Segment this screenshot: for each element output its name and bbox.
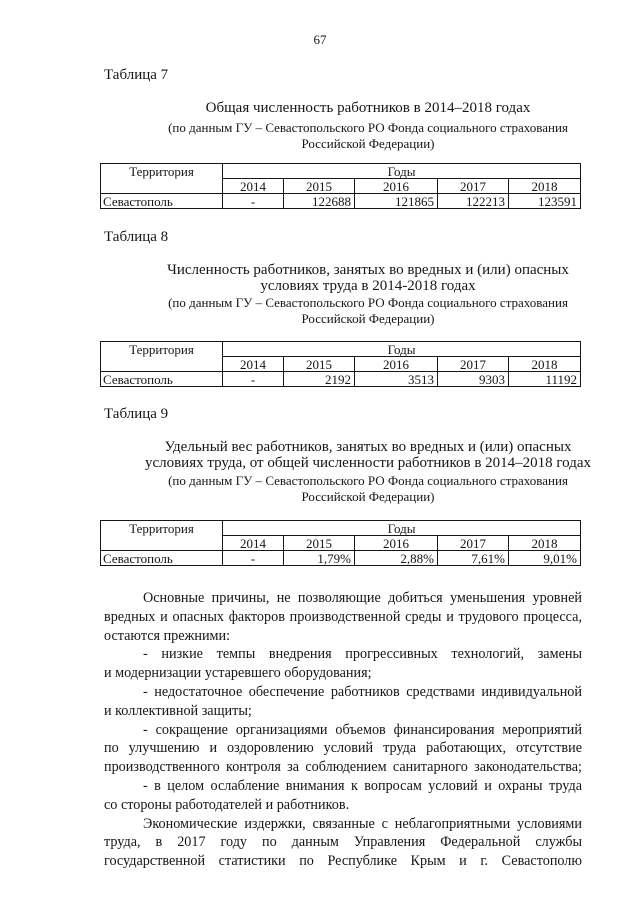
table-7 <box>100 163 581 209</box>
table-9-year-header: 2017 <box>438 536 509 551</box>
table-8-years-header: Годы <box>223 342 581 357</box>
table-9-year-header: 2016 <box>355 536 438 551</box>
table-8-title <box>118 262 618 294</box>
text-line: - сокращение организациями объемов финансирования мероприятий <box>143 721 582 738</box>
table-9-title-line: Удельный вес работников, занятых во вредных и (или) опасных <box>164 439 572 455</box>
table-8-source-line: Российской Федерации) <box>301 310 435 326</box>
table-9-year-header: 2015 <box>284 536 355 551</box>
paragraph <box>104 815 582 871</box>
table-9-year-header: 2014 <box>223 536 284 551</box>
table-7-title <box>118 100 618 116</box>
text-line: Экономические издержки, связанные с неблагоприятными условиями <box>143 815 582 832</box>
list-item <box>104 645 582 683</box>
table-9-source-line: (по данным ГУ – Севастопольского РО Фонда социального страхования <box>168 473 568 488</box>
table-8-value-cell: 9303 <box>438 372 509 387</box>
text-line: государственной статистики по Республике Крым и г. Севастополю <box>104 853 582 870</box>
table-8-year-header: 2018 <box>509 357 581 372</box>
table-8-territory-header: Территория <box>101 342 223 372</box>
table-9-header-row <box>101 521 581 536</box>
table-8-territory-cell: Севастополь <box>101 372 223 387</box>
table-9-title <box>118 439 618 471</box>
table-9-caption: Таблица 9 <box>104 406 169 422</box>
table-7-territory-header: Территория <box>101 164 223 194</box>
table-7-year-header: 2018 <box>509 179 581 194</box>
table-9-years-header: Годы <box>223 521 581 536</box>
table-8-value-cell: - <box>223 372 284 387</box>
text-line: со стороны работодателей и работников. <box>104 796 350 813</box>
table-9-territory-cell: Севастополь <box>101 551 223 566</box>
table-7-year-header: 2016 <box>355 179 438 194</box>
table-7-caption: Таблица 7 <box>104 67 169 83</box>
table-7-value-cell: 122213 <box>438 194 509 209</box>
text-line: Основные причины, не позволяющие добиться уменьшения уровней <box>143 590 582 606</box>
table-9-value-cell: 2,88% <box>355 551 438 566</box>
table-9-value-cell: 7,61% <box>438 551 509 566</box>
table-7-data-row <box>101 194 581 209</box>
table-9-data-row <box>101 551 581 566</box>
table-7-year-header: 2014 <box>223 179 284 194</box>
table-8-value-cell: 3513 <box>355 372 438 387</box>
table-8-title-line: Численность работников, занятых во вредных и (или) опасных <box>167 262 569 278</box>
page-number: 67 <box>313 32 327 47</box>
table-7-year-header: 2017 <box>438 179 509 194</box>
table-7-source <box>118 120 618 151</box>
table-8-title-line: условиях труда в 2014-2018 годах <box>260 278 476 294</box>
table-9-source-line: Российской Федерации) <box>301 488 435 504</box>
table-9-territory-header: Территория <box>101 521 223 551</box>
table-7-header-row <box>101 164 581 179</box>
list-item <box>104 683 582 721</box>
text-line: и модернизации устаревшего оборудования; <box>104 665 372 682</box>
table-9-source <box>118 473 618 504</box>
table-9-value-cell: 1,79% <box>284 551 355 566</box>
text-line: и коллективной защиты; <box>104 702 252 719</box>
table-8-value-cell: 2192 <box>284 372 355 387</box>
text-line: труда, в 2017 году по данным Управления Федеральной службы <box>104 834 582 851</box>
table-8 <box>100 341 581 387</box>
table-9-title-line: условиях труда, от общей численности работников в 2014–2018 годах <box>144 455 592 471</box>
table-8-year-header: 2014 <box>223 357 284 372</box>
table-9-value-cell: 9,01% <box>509 551 581 566</box>
table-7-value-cell: 123591 <box>509 194 581 209</box>
table-7-source-line: (по данным ГУ – Севастопольского РО Фонда социального страхования <box>168 120 568 135</box>
table-7-value-cell: 121865 <box>355 194 438 209</box>
list-item <box>104 721 582 777</box>
text-line: вредных и опасных факторов производственной среды и трудового процесса, <box>104 608 582 625</box>
table-7-source-line: Российской Федерации) <box>301 135 435 151</box>
table-8-data-row <box>101 372 581 387</box>
list-item <box>104 777 582 815</box>
table-8-year-header: 2015 <box>284 357 355 372</box>
body-text <box>104 589 582 871</box>
text-line: остаются прежними: <box>104 627 231 644</box>
text-line: по улучшению и оздоровлению условий труда работающих, отсутствие <box>104 740 582 757</box>
text-line: - низкие темпы внедрения прогрессивных технологий, замены <box>143 646 582 663</box>
table-9 <box>100 520 581 566</box>
table-8-header-row <box>101 342 581 357</box>
table-8-year-header: 2017 <box>438 357 509 372</box>
paragraph <box>104 589 582 645</box>
text-line: - недостаточное обеспечение работников средствами индивидуальной <box>143 683 582 700</box>
text-line: производственного контроля за соблюдением санитарного законодательства; <box>104 759 582 776</box>
table-8-year-header: 2016 <box>355 357 438 372</box>
table-8-caption: Таблица 8 <box>104 229 169 245</box>
table-7-territory-cell: Севастополь <box>101 194 223 209</box>
table-7-value-cell: 122688 <box>284 194 355 209</box>
table-7-year-header: 2015 <box>284 179 355 194</box>
table-9-value-cell: - <box>223 551 284 566</box>
table-8-value-cell: 11192 <box>509 372 581 387</box>
table-7-value-cell: - <box>223 194 284 209</box>
table-9-year-header: 2018 <box>509 536 581 551</box>
table-8-source <box>118 295 618 326</box>
table-8-source-line: (по данным ГУ – Севастопольского РО Фонда социального страхования <box>168 295 568 310</box>
table-7-title-line: Общая численность работников в 2014–2018 годах <box>205 100 531 116</box>
table-7-years-header: Годы <box>223 164 581 179</box>
text-line: - в целом ослабление внимания к вопросам условий и охраны труда <box>143 777 582 794</box>
